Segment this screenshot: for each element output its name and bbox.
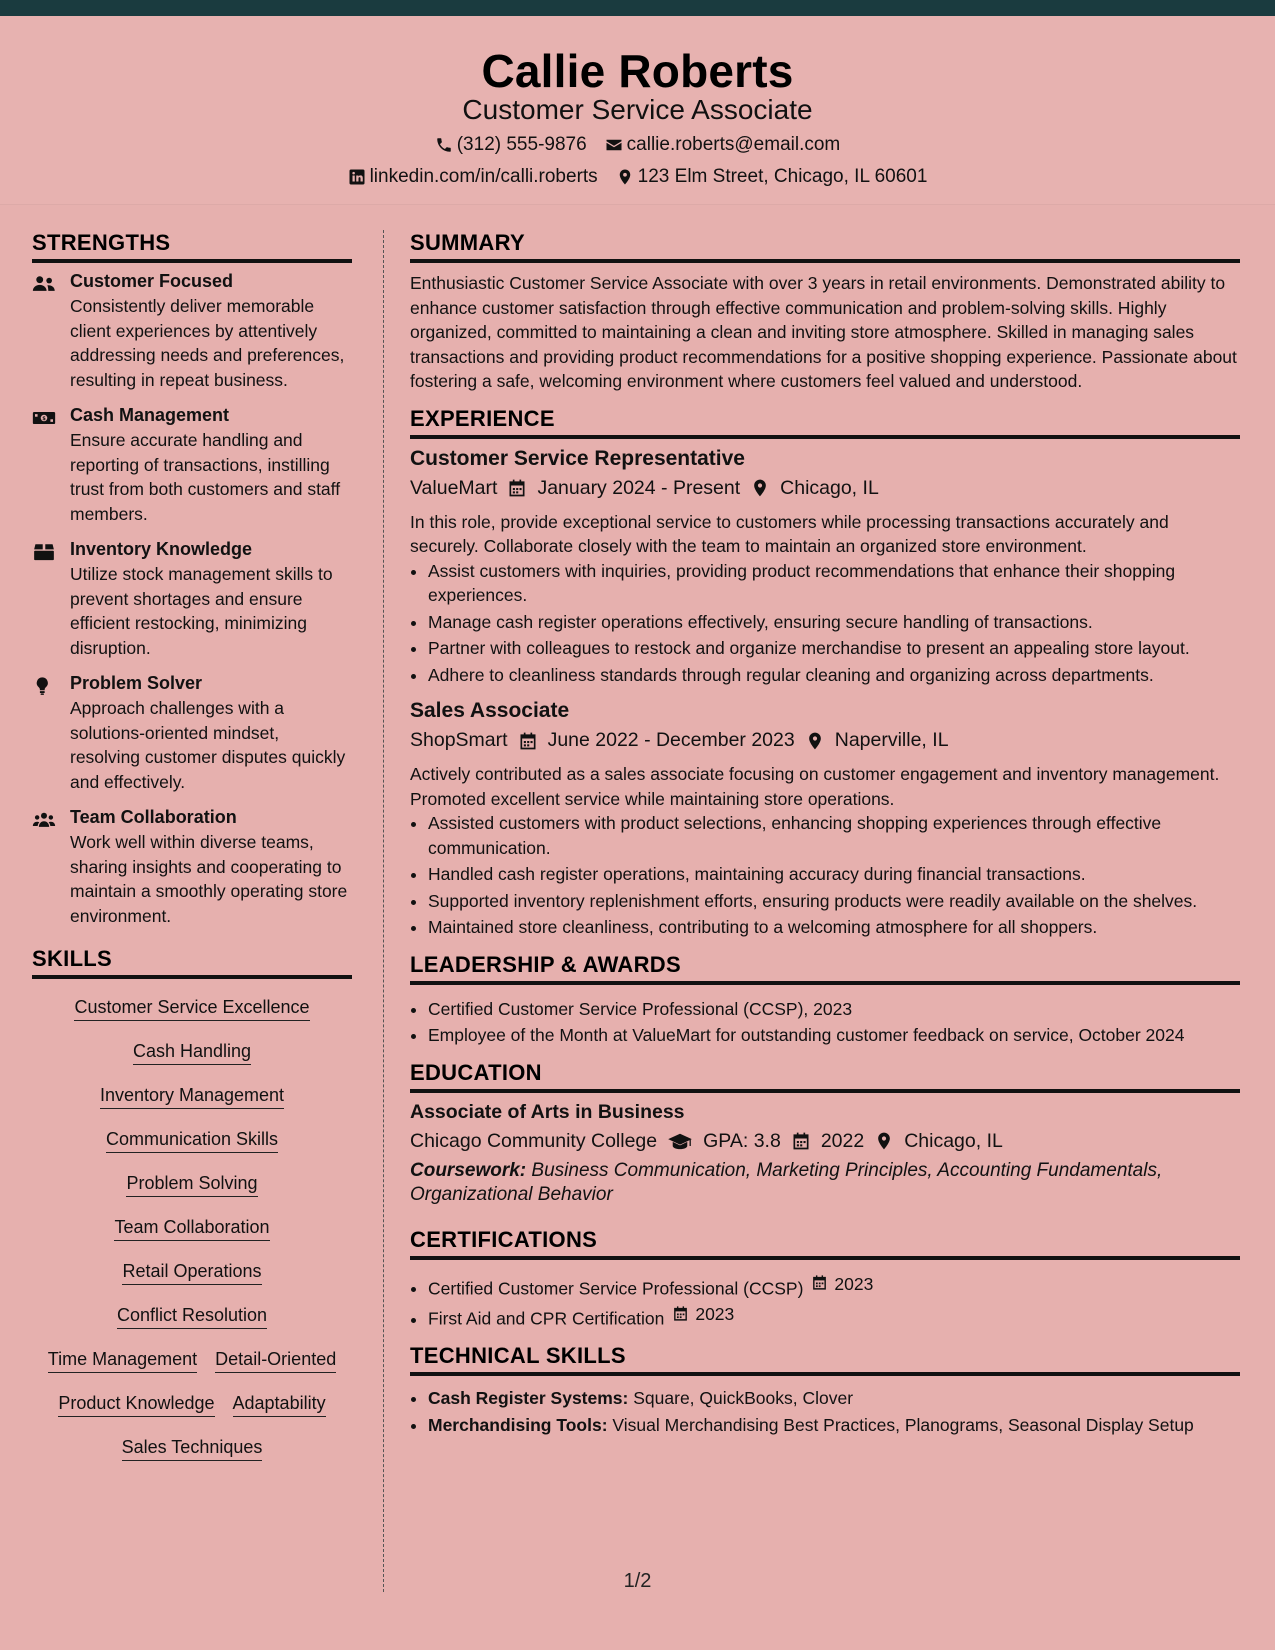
skill-tag: Cash Handling [133,1041,251,1065]
contact-row-2 [0,166,1275,188]
job-location: Naperville, IL [834,729,949,751]
experience-heading: EXPERIENCE [410,406,1240,439]
job-bullet: • Handled cash register operations, maintaining accuracy during financial transactions. [428,862,1240,887]
strength-title: Problem Solver [70,673,203,693]
certification-name: Certified Customer Service Professional (CCSP) [428,1277,804,1298]
envelope-icon [605,136,623,154]
skill-tag: Team Collaboration [114,1217,269,1241]
strength-item [32,271,352,392]
location-pin-icon [805,731,825,751]
education-location: Chicago, IL [904,1129,1003,1152]
money-bill-icon [32,405,70,526]
skill-tag: Time Management [48,1349,197,1373]
summary-heading: SUMMARY [410,230,1240,263]
strength-item [32,405,352,526]
people-group-icon [32,807,70,928]
skill-tag: Conflict Resolution [117,1305,267,1329]
job-bullet: • Adhere to cleanliness standards through regular cleaning and organizing across departments. [428,663,1240,688]
address-text: 123 Elm Street, Chicago, IL 60601 [637,166,928,187]
lightbulb-icon [32,673,70,794]
skill-tag: Adaptability [233,1393,326,1417]
skill-tag: Detail-Oriented [215,1349,336,1373]
job-bullet: • Assisted customers with product selections, enhancing shopping experiences through effective communication. [428,811,1240,860]
calendar-icon [507,478,527,498]
certifications-heading: CERTIFICATIONS [410,1227,1240,1260]
job-bullet: • Manage cash register operations effectively, ensuring secure handling of transactions. [428,610,1240,635]
skill-tag: Inventory Management [100,1085,284,1109]
calendar-icon [811,1274,831,1294]
strength-description: Utilize stock management skills to prevent shortages and ensure efficient restocking, minimizing disruption. [70,564,333,658]
svg-text:$: $ [42,416,46,423]
job-bullet: • Supported inventory replenishment efforts, ensuring products were readily available on the shelves. [428,889,1240,914]
education-meta [410,1130,1240,1153]
location-pin-icon [750,478,770,498]
skill-tag: Customer Service Excellence [74,997,309,1021]
technical-skill-value: Square, QuickBooks, Clover [633,1388,854,1408]
strength-description: Approach challenges with a solutions-oriented mindset, resolving customer disputes quickly and effectively. [70,698,346,792]
strength-title: Inventory Knowledge [70,539,253,559]
job-location: Chicago, IL [780,476,879,499]
job-meta [410,477,1240,500]
education-gpa: GPA: 3.8 [703,1129,781,1152]
job-entry [410,447,1240,688]
job-summary: Actively contributed as a sales associate focusing on customer engagement and inventory management. Promoted excellent service while maintaining store operations. [410,764,1220,809]
technical-skill-item [428,1386,1240,1411]
strength-item [32,673,352,794]
leadership-heading: LEADERSHIP & AWARDS [410,952,1240,985]
certification-year: 2023 [834,1273,874,1294]
certification-item [428,1302,1240,1331]
job-summary: In this role, provide exceptional service to customers while processing transactions accurately and securely. Collaborate closely with the team to maintain an organized store environment. [410,511,1169,556]
calendar-icon [672,1305,692,1325]
leadership-item: • Certified Customer Service Professional (CCSP), 2023 [428,997,1240,1022]
skills-list [32,987,352,1461]
phone-text: (312) 555-9876 [456,134,587,155]
resume-header [0,16,1275,205]
coursework [410,1159,1240,1207]
strength-title: Team Collaboration [70,807,237,827]
strength-title: Customer Focused [70,271,234,291]
skill-tag: Communication Skills [106,1129,278,1153]
location-pin-icon [616,168,634,186]
top-accent-bar [0,0,1275,16]
location-pin-icon [874,1131,894,1151]
strength-description: Ensure accurate handling and reporting of transactions, instilling trust from both customers and staff members. [70,430,341,524]
education-heading: EDUCATION [410,1060,1240,1093]
linkedin-contact[interactable] [348,166,598,188]
job-dates: June 2022 - December 2023 [547,729,795,751]
technical-skill-item [428,1413,1240,1438]
job-company: ValueMart [410,476,498,499]
users-icon [32,271,70,392]
candidate-title: Customer Service Associate [462,94,813,125]
summary-text: Enthusiastic Customer Service Associate with over 3 years in retail environments. Demonstrated ability to enhance customer satisfaction through effective communication and problem-solving skills. Highly organized, committed to maintaining a clean and inviting store atmosphere. Skilled in managing sales transactions and providing product recommendations for a positive shopping experience. Passionate about fostering a safe, welcoming environment where customers feel valued and understood. [410,273,1237,391]
job-meta [410,729,1240,752]
left-column [32,230,352,1481]
technical-skills-list [410,1386,1240,1437]
email-text: callie.roberts@email.com [626,134,841,155]
calendar-icon [791,1131,811,1151]
job-bullet: • Assist customers with inquiries, providing product recommendations that enhance their shopping experiences. [428,559,1240,608]
school-name: Chicago Community College [410,1129,658,1152]
skill-tag: Sales Techniques [122,1437,263,1461]
certification-item [428,1272,1240,1301]
graduation-cap-icon [667,1131,693,1151]
strengths-heading: STRENGTHS [32,230,352,263]
certification-name: First Aid and CPR Certification [428,1308,665,1329]
technical-skills-heading: TECHNICAL SKILLS [410,1343,1240,1376]
job-title: Customer Service Representative [410,446,745,470]
email-contact[interactable] [605,134,841,156]
phone-contact[interactable] [435,134,587,156]
candidate-name: Callie Roberts [481,45,794,97]
box-icon [32,539,70,660]
technical-skill-label: Merchandising Tools: [428,1414,608,1435]
leadership-item: • Employee of the Month at ValueMart for outstanding customer feedback on service, October 2024 [428,1023,1240,1048]
job-entry [410,699,1240,940]
skills-heading: SKILLS [32,946,352,979]
skill-tag: Retail Operations [122,1261,261,1285]
page-indicator: 1/2 [623,1570,652,1592]
technical-skill-label: Cash Register Systems: [428,1388,629,1408]
job-bullet: • Maintained store cleanliness, contributing to a welcoming atmosphere for all shoppers. [428,915,1240,940]
address-contact [616,166,928,188]
calendar-icon [518,731,538,751]
strength-item [32,539,352,660]
phone-icon [435,136,453,154]
skill-tag: Product Knowledge [58,1393,214,1417]
job-bullets [410,559,1240,688]
job-bullet: • Partner with colleagues to restock and organize merchandise to present an appealing store layout. [428,636,1240,661]
contact-row-1 [0,134,1275,156]
skill-tag: Problem Solving [126,1173,257,1197]
degree-title: Associate of Arts in Business [410,1100,685,1123]
job-dates: January 2024 - Present [537,476,741,499]
coursework-list: Business Communication, Marketing Principles, Accounting Fundamentals, Organizational Behavior [410,1159,1163,1205]
education-year: 2022 [820,1129,865,1152]
strength-item [32,807,352,928]
leadership-list [410,997,1240,1048]
coursework-label: Coursework: [410,1159,527,1181]
technical-skill-value: Visual Merchandising Best Practices, Planograms, Seasonal Display Setup [612,1414,1194,1435]
job-company: ShopSmart [410,729,508,751]
job-title: Sales Associate [410,699,570,722]
certification-year: 2023 [695,1304,735,1325]
certifications-list [410,1272,1240,1332]
strength-description: Work well within diverse teams, sharing insights and cooperating to maintain a smoothly operating store environment. [70,832,348,926]
strength-title: Cash Management [70,405,230,425]
job-bullets [410,811,1240,940]
column-divider [383,230,384,1592]
strength-description: Consistently deliver memorable client experiences by attentively addressing needs and preferences, resulting in repeat business. [70,296,345,390]
linkedin-text: linkedin.com/in/calli.roberts [369,166,598,187]
linkedin-icon [348,168,366,186]
right-column [410,230,1240,1439]
